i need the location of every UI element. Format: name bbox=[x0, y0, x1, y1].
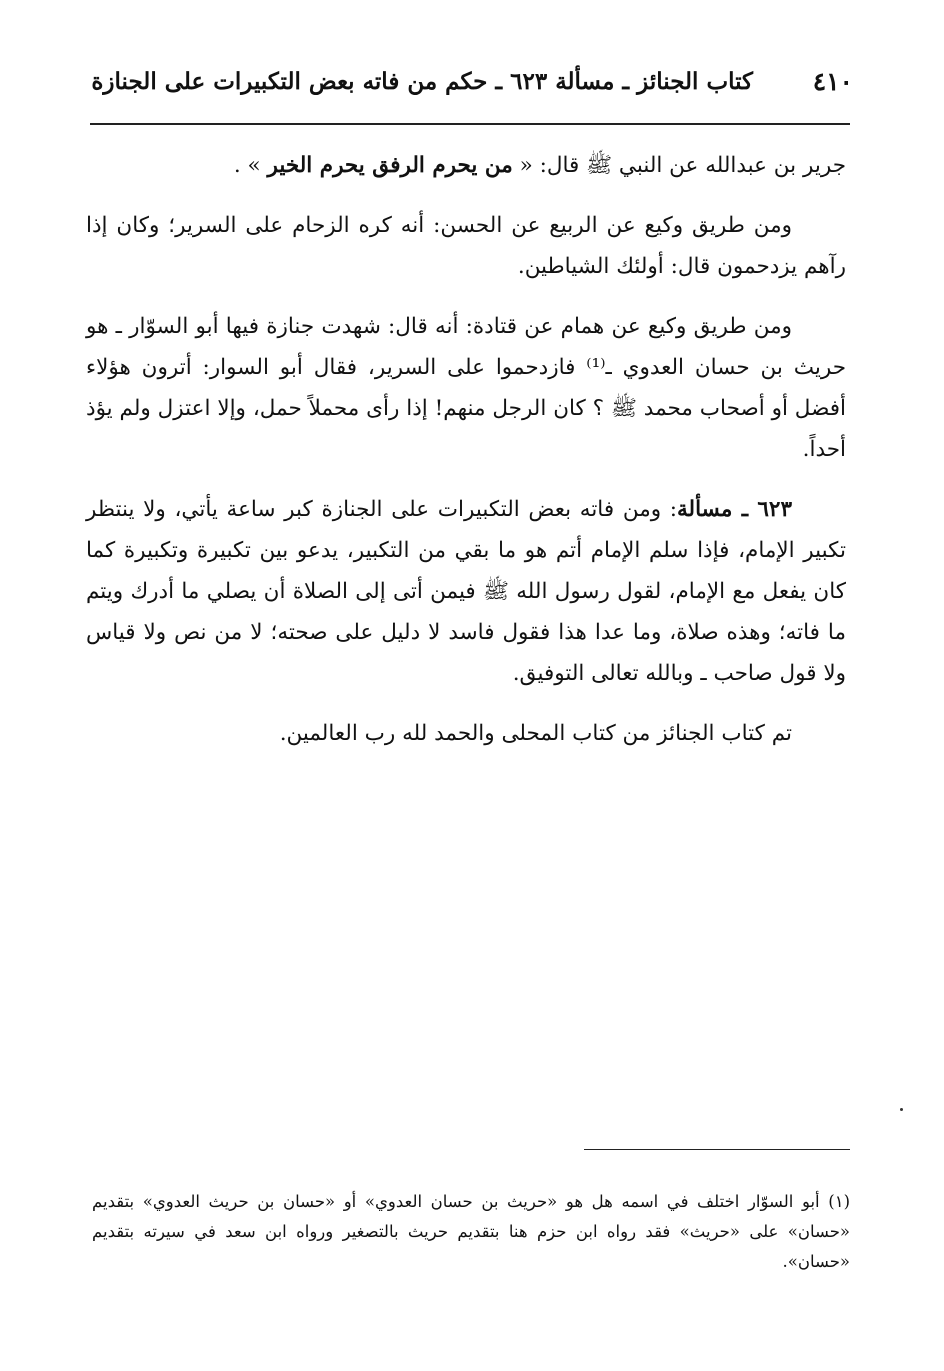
footnote-1: (١) أبو السوّار اختلف في اسمه هل هو «حريث بن حسان العدوي» أو «حسان بن حريث العدوي» بتقديم «حسان» على «حريث» فقد رواه ابن حزم هنا بتقديم حريث بالتصغير ورواه ابن سعد في سيرته بتقديم «حسان». bbox=[92, 1192, 850, 1271]
paragraph-hadith bbox=[86, 145, 846, 186]
header-divider bbox=[90, 123, 850, 125]
hadith-quote: من يحرم الرفق يحرم الخير bbox=[267, 153, 513, 178]
header-title: كتاب الجنائز ـ مسألة ٦٢٣ ـ حكم من فاته بعض التكبيرات على الجنازة bbox=[91, 68, 753, 95]
page-number: ٤١٠ bbox=[812, 67, 853, 96]
running-header bbox=[88, 64, 853, 110]
paragraph-masala-623 bbox=[86, 489, 846, 694]
masala-text: : ومن فاته بعض التكبيرات على الجنازة كبر ساعة يأتي، ولا ينتظر تكبير الإمام، فإذا سلم الإمام أتم هو ما بقي من التكبير، يدعو بين تكبيرة وتكبيرة كما كان يفعل مع الإمام، لقول رسول الله ﷺ فيمن أتى إلى الصلاة أن يصلي ما أدرك ويتم ما فاته؛ وهذه صلاة، وما عدا هذا فقول فاسد لا دليل على صحته؛ لا من نص ولا قياس ولا قول صاحب ـ وبالله تعالى التوفيق. bbox=[86, 497, 846, 686]
masala-heading: ٦٢٣ ـ مسألة bbox=[677, 497, 792, 522]
footnotes bbox=[92, 1187, 850, 1277]
paragraph-closing: تم كتاب الجنائز من كتاب المحلى والحمد لله رب العالمين. bbox=[279, 721, 792, 746]
paragraph-hadith-close: » . bbox=[233, 153, 268, 178]
paragraph-qatada: ومن طريق وكيع عن همام عن قتادة: أنه قال: شهدت جنازة فيها أبو السوّار ـ هو حريث بن حسان العدوي ـ⁽¹⁾ فازدحموا على السرير، فقال أبو السوار: أترون هؤلاء أفضل أو أصحاب محمد ﷺ ؟ كان الرجل منهم! إذا رأى محملاً حمل، وإلا اعتزل ولم يؤذ أحداً. bbox=[86, 314, 846, 462]
main-text bbox=[86, 145, 846, 773]
footnote-divider bbox=[584, 1149, 850, 1150]
paragraph-hasan: ومن طريق وكيع عن الربيع عن الحسن: أنه كره الزحام على السرير؛ وكان إذا رآهم يزدحمون قال: أولئك الشياطين. bbox=[86, 213, 846, 279]
paragraph-hadith-intro: جرير بن عبدالله عن النبي ﷺ قال: « bbox=[512, 153, 846, 178]
stray-dot bbox=[900, 1108, 903, 1111]
